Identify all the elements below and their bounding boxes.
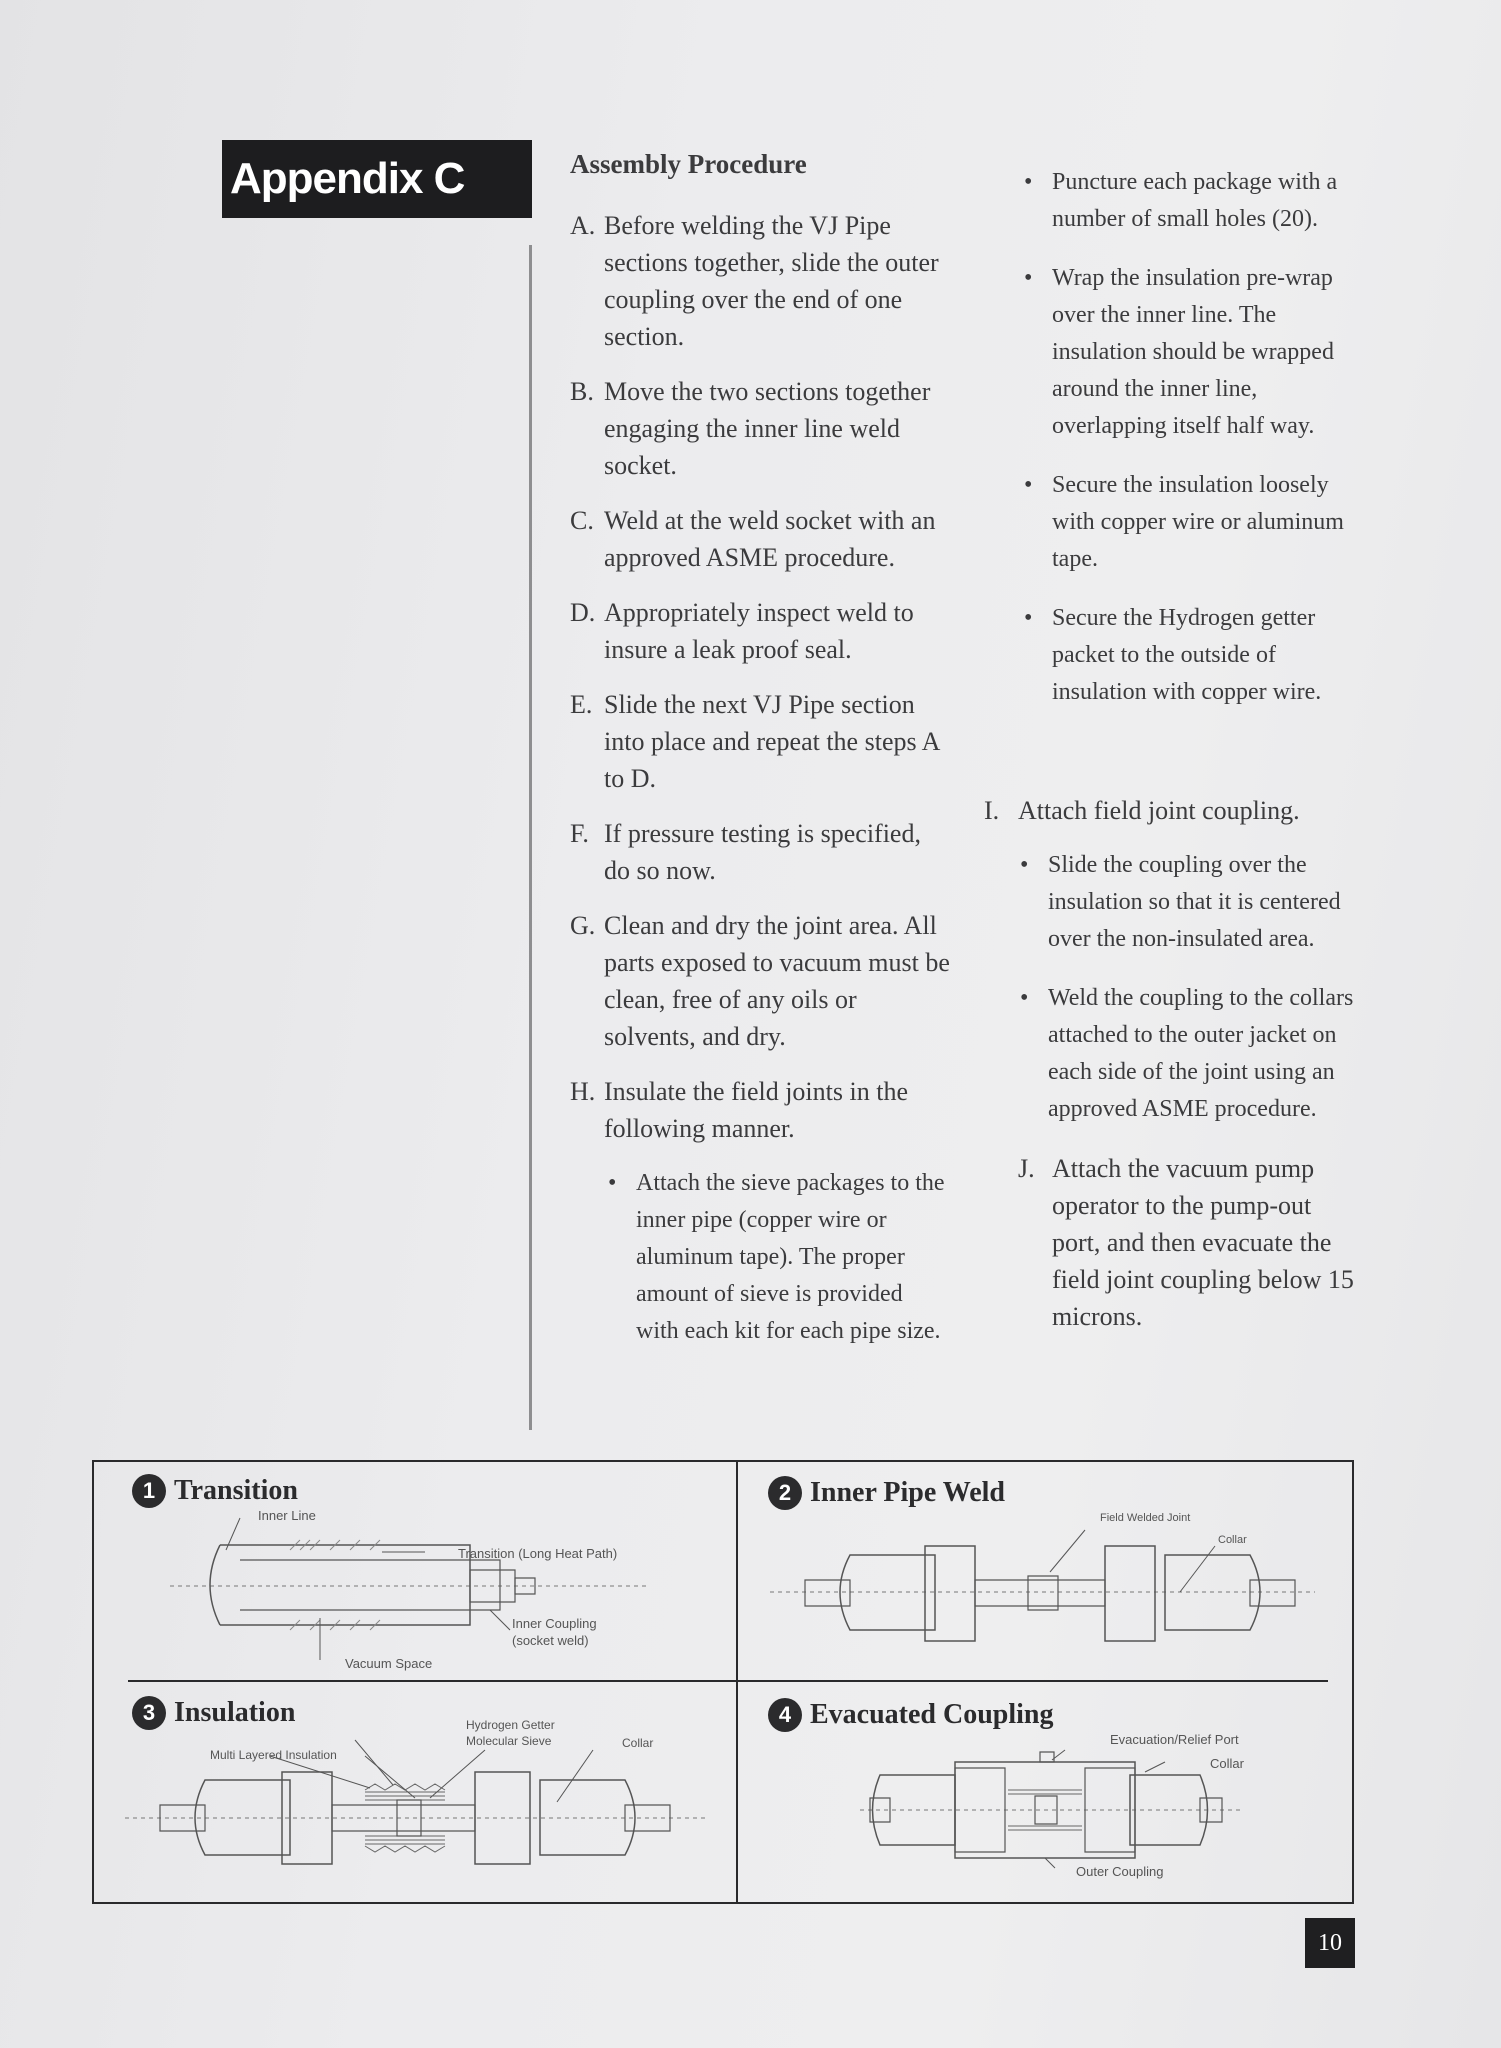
label-collar: Collar bbox=[1210, 1756, 1244, 1771]
label-inner-coupling: Inner Coupling bbox=[512, 1616, 597, 1631]
appendix-label: Appendix C bbox=[222, 140, 532, 218]
bullet-item: • Attach the sieve packages to the inner pipe (copper wire or aluminum tape). The proper amount of sieve is provided with each kit for each pipe size. bbox=[604, 1165, 950, 1350]
procedure-step bbox=[570, 373, 950, 484]
panel-4-title bbox=[768, 1698, 1054, 1732]
bullet-item: • Puncture each package with a number of small holes (20). bbox=[1020, 164, 1360, 238]
bullet-item: • Slide the coupling over the insulation so that it is centered over the non-insulated area. bbox=[1016, 847, 1360, 958]
step-letter: F. bbox=[570, 819, 589, 848]
page-number: 10 bbox=[1305, 1918, 1355, 1968]
label-transition: Transition (Long Heat Path) bbox=[458, 1546, 618, 1561]
figure-divider-horizontal bbox=[128, 1680, 1328, 1682]
coupling-bullet-list bbox=[1016, 847, 1360, 1128]
panel-title-text: Evacuated Coupling bbox=[810, 1699, 1054, 1730]
step-text: Slide the next VJ Pipe section into place and repeat the steps A to D. bbox=[604, 690, 940, 793]
panel-number-badge: 4 bbox=[768, 1698, 802, 1732]
label-inner-line: Inner Line bbox=[258, 1508, 316, 1523]
procedure-column-right bbox=[1020, 164, 1360, 733]
bullet-item: • Wrap the insulation pre-wrap over the inner line. The insulation should be wrapped around the inner line, overlapping itself half way. bbox=[1020, 260, 1360, 445]
step-letter: E. bbox=[570, 690, 593, 719]
h-bullet-list bbox=[604, 1165, 950, 1350]
panel-2-title bbox=[768, 1476, 1005, 1510]
step-letter: C. bbox=[570, 506, 594, 535]
panel-number-badge: 1 bbox=[132, 1474, 166, 1508]
label-collar: Collar bbox=[622, 1736, 654, 1750]
procedure-title: Assembly Procedure bbox=[570, 149, 807, 179]
step-letter: H. bbox=[570, 1077, 596, 1106]
step-text: If pressure testing is specified, do so now. bbox=[604, 819, 921, 885]
label-vacuum-space: Vacuum Space bbox=[345, 1656, 433, 1671]
step-letter: B. bbox=[570, 377, 594, 406]
show-through-text bbox=[40, 140, 200, 1040]
bullet-item: • Secure the Hydrogen getter packet to the outside of insulation with copper wire. bbox=[1020, 600, 1360, 711]
label-hydrogen-getter: Hydrogen Getter bbox=[466, 1718, 555, 1732]
step-j bbox=[1018, 1150, 1360, 1335]
evacuated-coupling-diagram bbox=[860, 1740, 1260, 1880]
procedure-step bbox=[570, 907, 950, 1055]
label-molecular-sieve: Molecular Sieve bbox=[466, 1734, 552, 1748]
step-text: Before welding the VJ Pipe sections together, slide the outer coupling over the end of one section. bbox=[604, 211, 939, 351]
step-letter: G. bbox=[570, 911, 596, 940]
step-text: Clean and dry the joint area. All parts exposed to vacuum must be clean, free of any oils or solvents, and dry. bbox=[604, 911, 950, 1051]
label-socket-weld: (socket weld) bbox=[512, 1633, 589, 1648]
step-letter: D. bbox=[570, 598, 596, 627]
panel-title-text: Inner Pipe Weld bbox=[810, 1477, 1006, 1508]
panel-number-badge: 2 bbox=[768, 1476, 802, 1510]
procedure-step bbox=[570, 815, 950, 889]
step-i-block bbox=[984, 792, 1360, 1353]
procedure-column-left bbox=[570, 146, 950, 1372]
panel-1-title bbox=[132, 1474, 298, 1508]
steps-list bbox=[570, 207, 950, 1147]
bullet-item: • Weld the coupling to the collars attached to the outer jacket on each side of the joint using an approved ASME procedure. bbox=[1016, 980, 1360, 1128]
step-text: Appropriately inspect weld to insure a leak proof seal. bbox=[604, 598, 914, 664]
panel-title-text: Transition bbox=[174, 1475, 298, 1506]
procedure-step bbox=[570, 1073, 950, 1147]
procedure-step bbox=[570, 207, 950, 355]
procedure-step bbox=[570, 686, 950, 797]
step-text: Move the two sections together engaging the inner line weld socket. bbox=[604, 377, 931, 480]
step-letter: I. bbox=[984, 796, 1000, 825]
wrap-bullet-list bbox=[1020, 164, 1360, 711]
procedure-step bbox=[570, 502, 950, 576]
label-multi-layered-insulation: Multi Layered Insulation bbox=[210, 1748, 337, 1762]
step-text: Attach field joint coupling. bbox=[1018, 796, 1300, 825]
bullet-item: • Secure the insulation loosely with copper wire or aluminum tape. bbox=[1020, 467, 1360, 578]
step-text: Insulate the field joints in the following manner. bbox=[604, 1077, 908, 1143]
step-letter: A. bbox=[570, 211, 596, 240]
step-i bbox=[984, 792, 1360, 829]
panel-number-badge: 3 bbox=[132, 1696, 166, 1730]
step-text: Attach the vacuum pump operator to the pump-out port, and then evacuate the field joint coupling below 15 microns. bbox=[1052, 1154, 1354, 1331]
label-field-welded-joint: Field Welded Joint bbox=[1100, 1512, 1191, 1524]
transition-diagram bbox=[170, 1510, 670, 1670]
step-text: Weld at the weld socket with an approved ASME procedure. bbox=[604, 506, 936, 572]
procedure-step bbox=[570, 594, 950, 668]
panel-3-title bbox=[132, 1696, 295, 1730]
panel-title-text: Insulation bbox=[174, 1697, 296, 1728]
vertical-rule bbox=[529, 245, 532, 1430]
label-collar: Collar bbox=[1218, 1534, 1247, 1546]
figure-divider-vertical bbox=[736, 1460, 738, 1904]
label-outer-coupling: Outer Coupling bbox=[1076, 1864, 1164, 1879]
label-evacuation-port: Evacuation/Relief Port bbox=[1110, 1732, 1239, 1747]
step-letter: J. bbox=[1018, 1154, 1035, 1183]
